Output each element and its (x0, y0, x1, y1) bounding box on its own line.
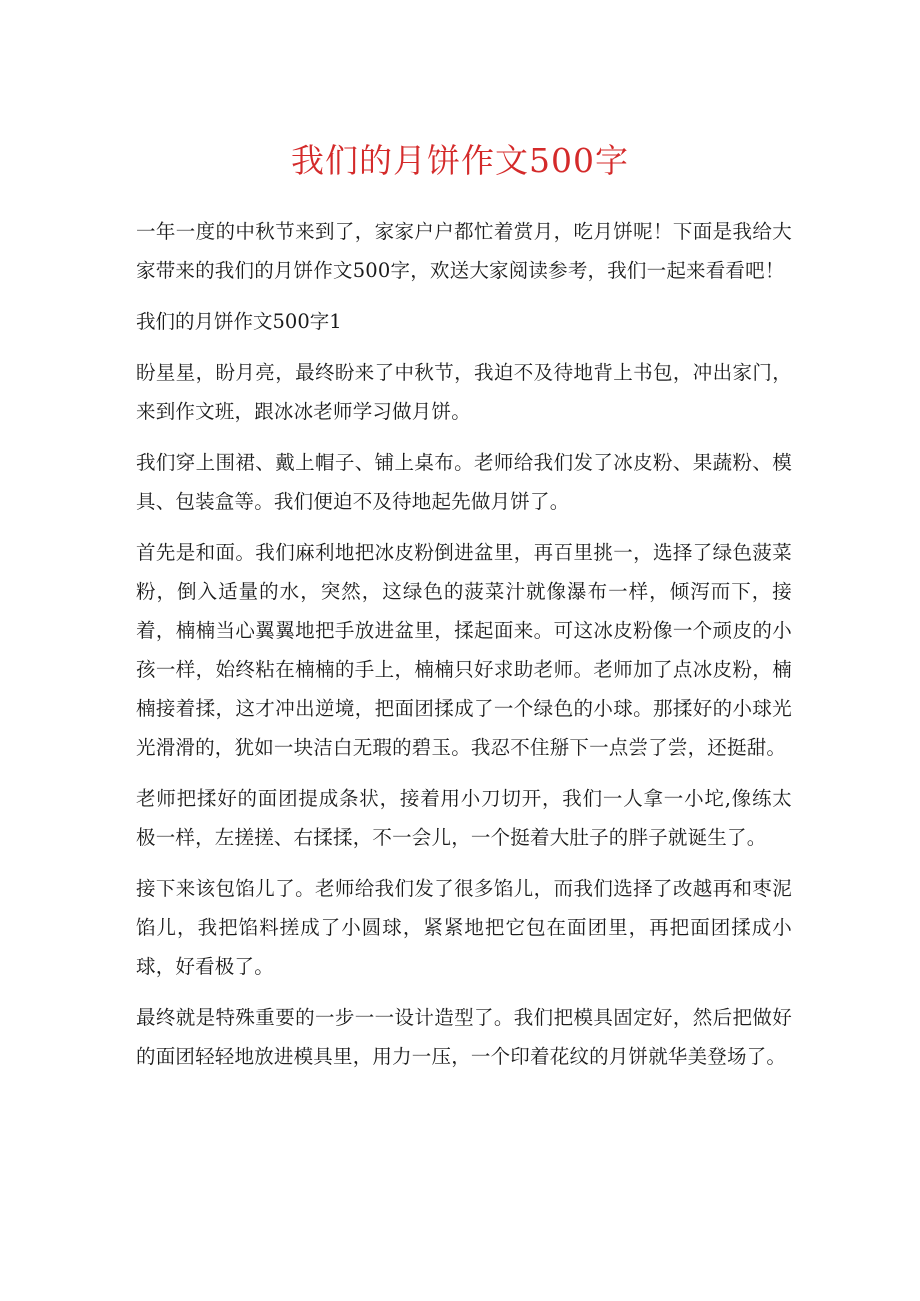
body-paragraph: 我们穿上围裙、戴上帽子、铺上桌布。老师给我们发了冰皮粉、果蔬粉、模具、包装盒等。我们便迫不及待地起先做月饼了。 (136, 451, 792, 513)
body-paragraph: 接下来该包馅儿了。老师给我们发了很多馅儿，而我们选择了改越再和枣泥馅儿，我把馅料搓成了小圆球，紧紧地把它包在面团里，再把面团揉成小球，好看极了。 (136, 877, 792, 978)
document-body (136, 212, 792, 1088)
body-paragraph: 首先是和面。我们麻利地把冰皮粉倒进盆里，再百里挑一，选择了绿色菠菜粉，倒入适量的水，突然，这绿色的菠菜汁就像瀑布一样，倾泻而下，接着，楠楠当心翼翼地把手放进盆里，揉起面来。可这冰皮粉像一个顽皮的小孩一样，始终粘在楠楠的手上，楠楠只好求助老师。老师加了点冰皮粉，楠楠接着揉，这才冲出逆境，把面团揉成了一个绿色的小球。那揉好的小球光光滑滑的，犹如一块洁白无瑕的碧玉。我忍不住掰下一点尝了尝，还挺甜。 (136, 541, 792, 759)
document-title: 我们的月饼作文500字 (291, 141, 629, 180)
body-paragraph: 盼星星，盼月亮，最终盼来了中秋节，我迫不及待地背上书包，冲出家门，来到作文班，跟冰冰老师学习做月饼。 (136, 361, 792, 423)
section-heading: 我们的月饼作文500字1 (136, 310, 342, 333)
body-paragraph: 老师把揉好的面团提成条状，接着用小刀切开，我们一人拿一小坨,像练太极一样，左搓搓、右揉揉，不一会儿，一个挺着大肚子的胖子就诞生了。 (136, 787, 792, 849)
intro-paragraph: 一年一度的中秋节来到了，家家户户都忙着赏月，吃月饼呢！下面是我给大家带来的我们的月饼作文500字，欢送大家阅读参考，我们一起来看看吧！ (136, 220, 792, 282)
body-paragraph: 最终就是特殊重要的一步一一设计造型了。我们把模具固定好，然后把做好的面团轻轻地放进模具里，用力一压，一个印着花纹的月饼就华美登场了。 (136, 1006, 792, 1068)
